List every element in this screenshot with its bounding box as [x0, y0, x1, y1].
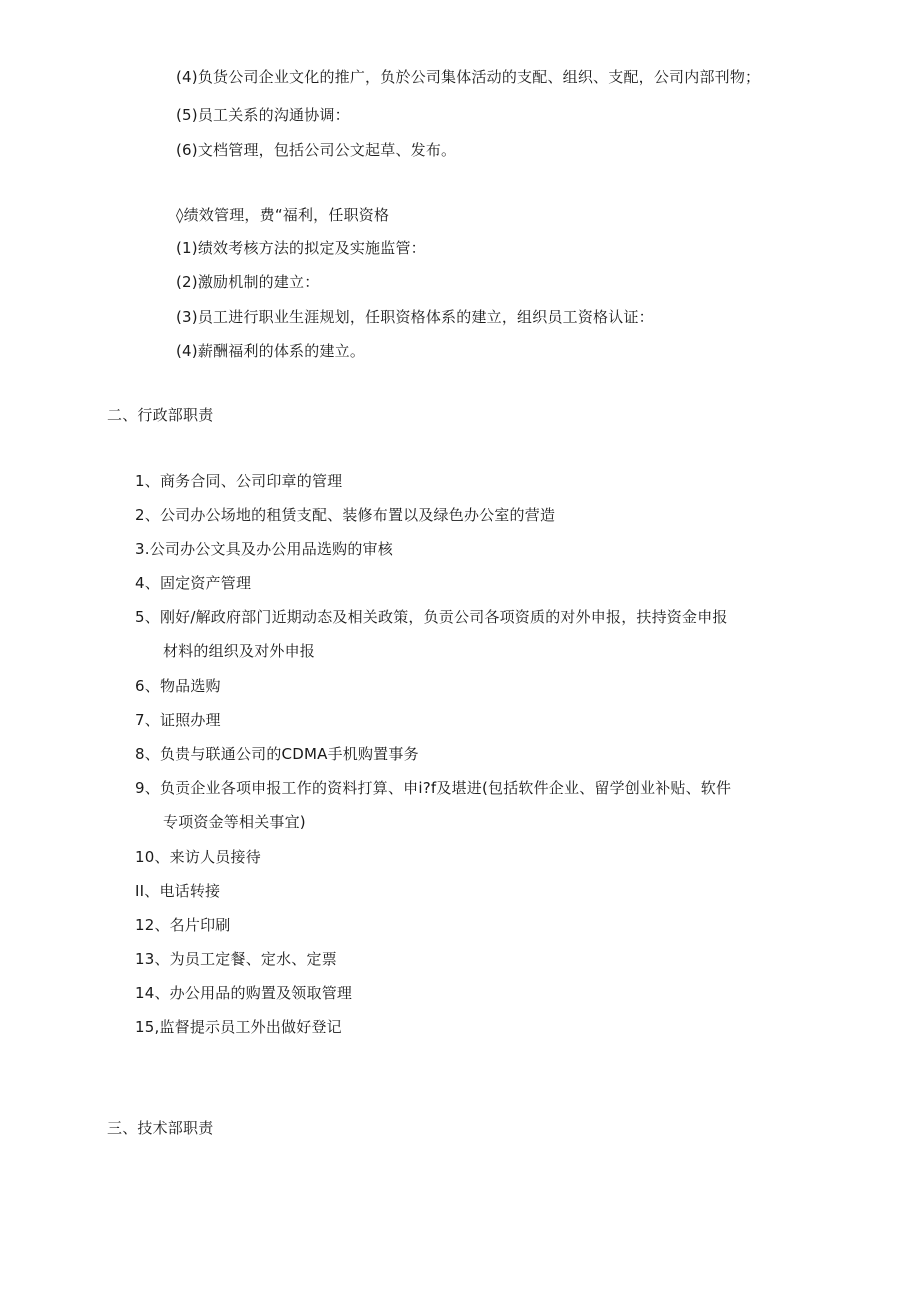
tech-section-heading: 三、技术部职责: [107, 1119, 214, 1137]
admin-item-11: II、电话转接: [135, 882, 221, 900]
admin-item-6: 6、物品选购: [135, 677, 221, 695]
hr-item-4: (4)负货公司企业文化的推广，负於公司集体活动的支配、组织、支配，公司内部刊物；: [176, 68, 761, 86]
admin-item-14: 14、办公用品的购置及领取管理: [135, 984, 353, 1002]
performance-heading: ◊绩效管理，费“福利，任职资格: [176, 206, 390, 224]
admin-item-2: 2、公司办公场地的租赁支配、装修布置以及绿色办公室的营造: [135, 506, 556, 524]
admin-item-13: 13、为员工定餐、定水、定票: [135, 950, 337, 968]
admin-item-9: 9、负贡企业各项申报工作的资料打算、申i?f及堪进(包括软件企业、留学创业补贴、软件: [135, 779, 732, 797]
performance-item-4: (4)薪酬福利的体系的建立。: [176, 342, 366, 360]
admin-item-8: 8、负贵与联通公司的CDMA手机购置事务: [135, 745, 419, 763]
performance-item-1: (1)绩效考核方法的拟定及实施监管：: [176, 239, 426, 257]
admin-section-heading: 二、行政部职责: [107, 406, 214, 424]
admin-item-5-cont: 材料的组织及对外申报: [163, 642, 316, 660]
admin-item-5: 5、刚好/解政府部门近期动态及相关政策，负贡公司各项资质的对外申报，扶持资金申报: [135, 608, 728, 626]
admin-item-12: 12、名片印刷: [135, 916, 231, 934]
performance-item-2: (2)激励机制的建立：: [176, 273, 320, 291]
hr-item-6: (6)文档管理，包括公司公文起草、发布。: [176, 141, 457, 159]
admin-item-1: 1、商务合同、公司印章的管理: [135, 472, 343, 490]
admin-item-10: 10、来访人员接待: [135, 848, 261, 866]
admin-item-3: 3.公司办公文具及办公用品选购的审核: [135, 540, 393, 558]
admin-item-7: 7、证照办理: [135, 711, 221, 729]
performance-item-3: (3)员工进行职业生涯规划，任职资格体系的建立，组织员工资格认证：: [176, 308, 654, 326]
admin-item-9-cont: 专项资金等相关事宜): [163, 813, 306, 831]
admin-item-4: 4、固定资产管理: [135, 574, 252, 592]
admin-item-15: 15,监督提示员工外出做好登记: [135, 1018, 342, 1036]
hr-item-5: (5)员工关系的沟通协调：: [176, 106, 350, 124]
